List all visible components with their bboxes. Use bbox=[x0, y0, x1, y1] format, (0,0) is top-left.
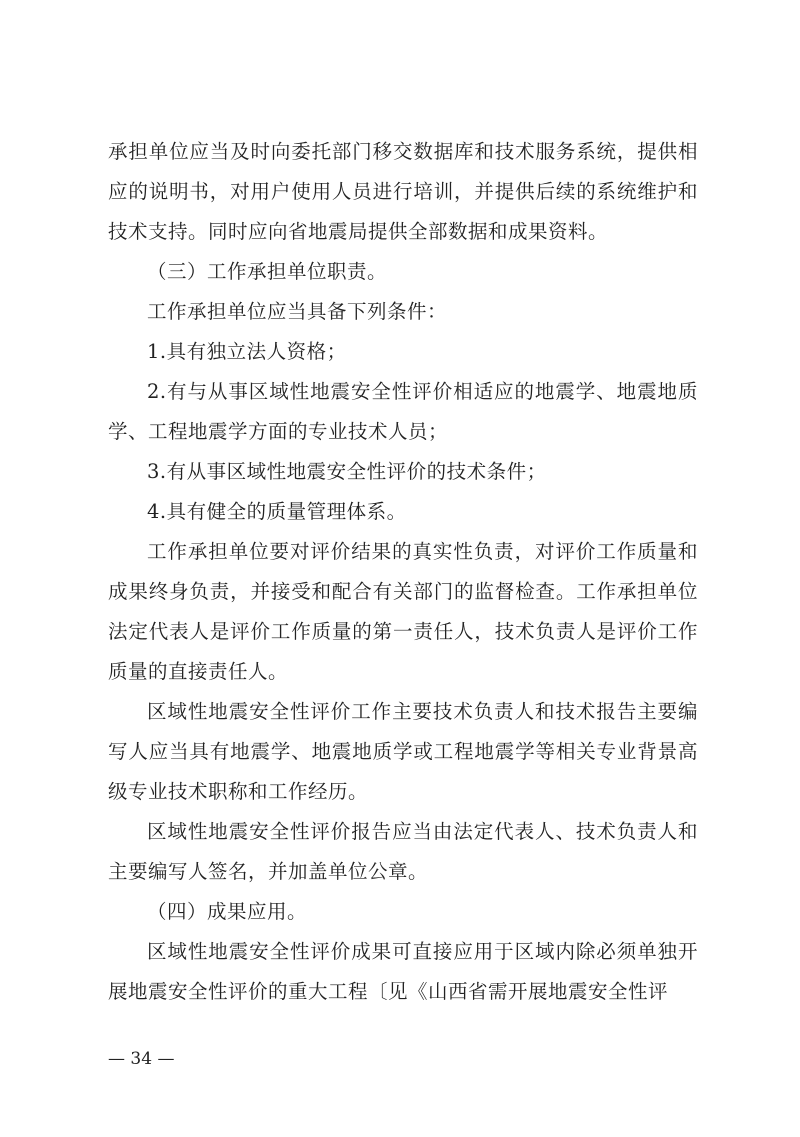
paragraph-signature: 区域性地震安全性评价报告应当由法定代表人、技术负责人和主要编写人签名，并加盖单位公章。 bbox=[108, 820, 698, 883]
page-number: — 34 — bbox=[108, 1049, 175, 1069]
section-heading-4: （四）成果应用。 bbox=[147, 900, 308, 923]
condition-item-4: 4.具有健全的质量管理体系。 bbox=[147, 500, 407, 523]
paragraph-handover: 承担单位应当及时向委托部门移交数据库和技术服务系统，提供相应的说明书，对用户使用人员进行培训，并提供后续的系统维护和技术支持。同时应向省地震局提供全部数据和成果资料。 bbox=[108, 140, 698, 243]
paragraph-application: 区域性地震安全性评价成果可直接应用于区域内除必须单独开展地震安全性评价的重大工程〔见《山西省需开展地震安全性评 bbox=[108, 940, 698, 1003]
paragraph-conditions-intro: 工作承担单位应当具备下列条件： bbox=[147, 300, 448, 323]
paragraph-responsibility: 工作承担单位要对评价结果的真实性负责，对评价工作质量和成果终身负责，并接受和配合有关部门的监督检查。工作承担单位法定代表人是评价工作质量的第一责任人，技术负责人是评价工作质量的直接责任人。 bbox=[108, 540, 698, 683]
condition-item-2: 2.有与从事区域性地震安全性评价相适应的地震学、地震地质学、工程地震学方面的专业技术人员； bbox=[108, 380, 698, 443]
section-heading-3: （三）工作承担单位职责。 bbox=[147, 260, 388, 283]
condition-item-3: 3.有从事区域性地震安全性评价的技术条件； bbox=[147, 460, 547, 483]
condition-item-1: 1.具有独立法人资格； bbox=[147, 340, 347, 363]
document-body bbox=[108, 132, 698, 1012]
paragraph-personnel: 区域性地震安全性评价工作主要技术负责人和技术报告主要编写人应当具有地震学、地震地质学或工程地震学等相关专业背景高级专业技术职称和工作经历。 bbox=[108, 700, 698, 803]
